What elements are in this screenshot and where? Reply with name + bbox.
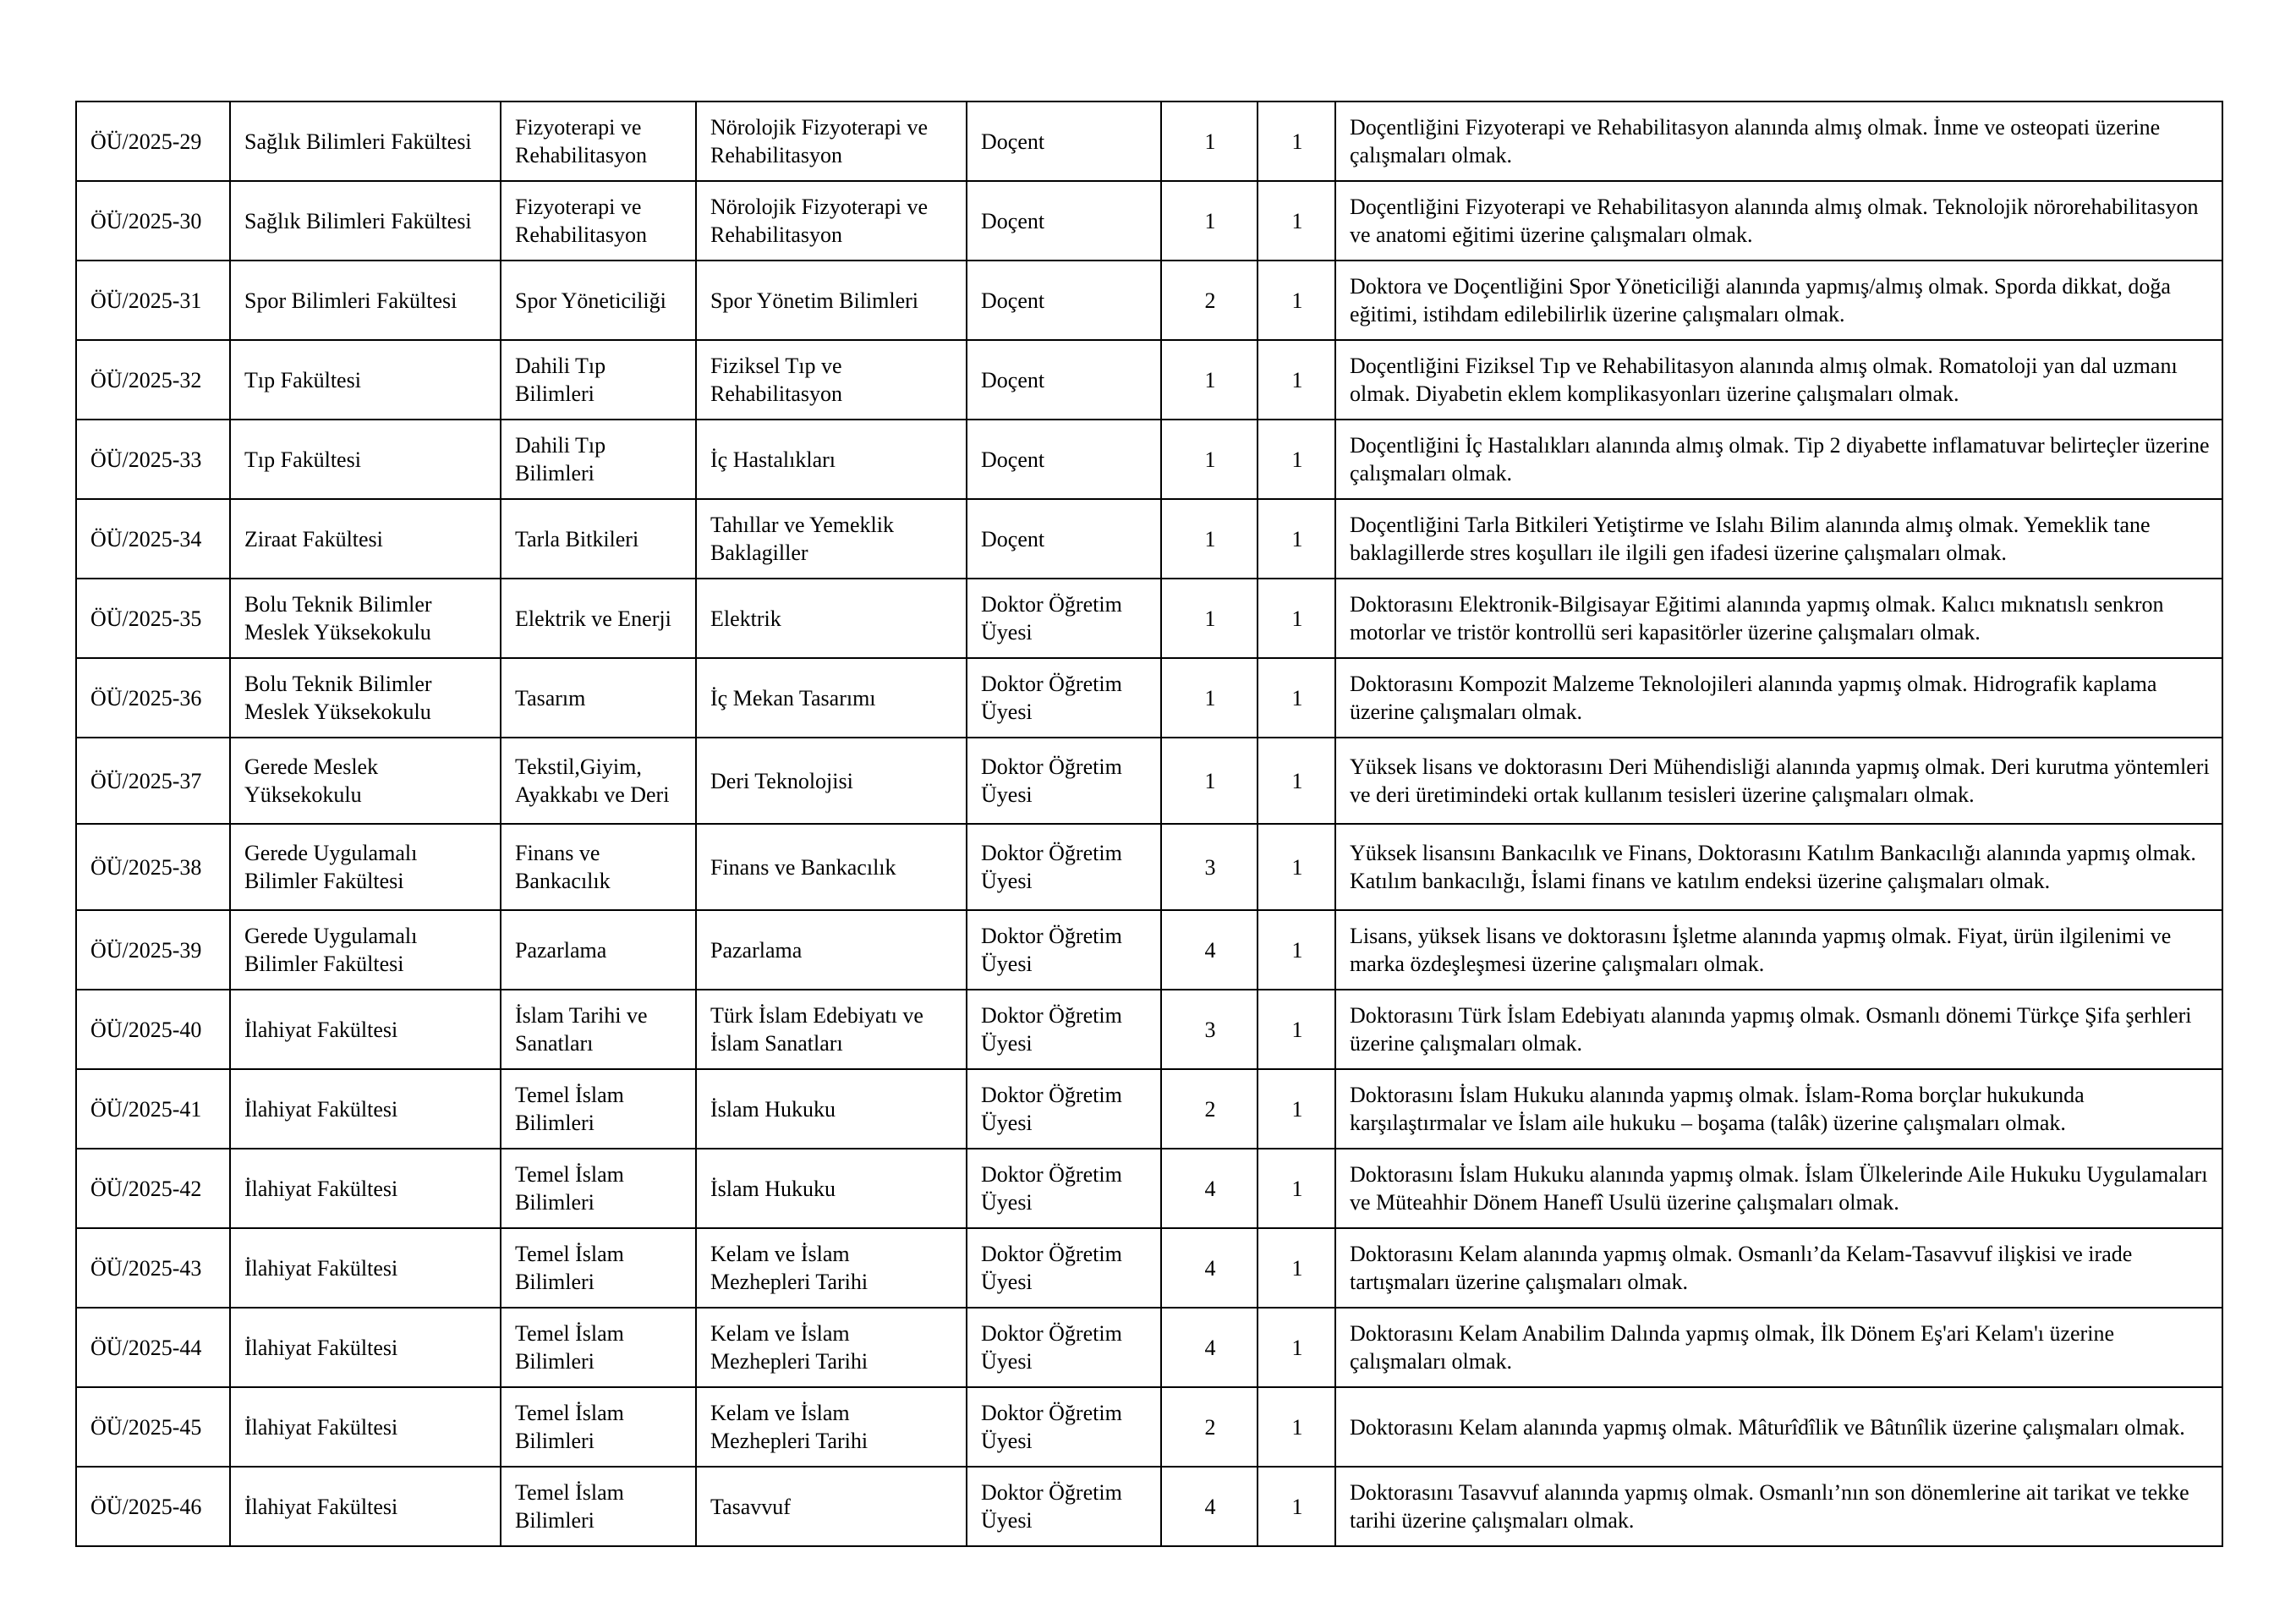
position-code: ÖÜ/2025-44 xyxy=(76,1308,230,1387)
unit-name: Gerede Uygulamalı Bilimler Fakültesi xyxy=(230,824,501,910)
program-name: Tahıllar ve Yemeklik Baklagiller xyxy=(696,499,967,579)
position-count: 1 xyxy=(1258,738,1335,824)
requirement-text: Lisans, yüksek lisans ve doktorasını İşletme alanında yapmış olmak. Fiyat, ürün ilgilenimi ve marka özdeşleşmesi üzerine çalışmaları olmak. xyxy=(1335,910,2222,990)
department-name: Temel İslam Bilimleri xyxy=(501,1387,696,1467)
unit-name: Bolu Teknik Bilimler Meslek Yüksekokulu xyxy=(230,579,501,658)
program-name: Kelam ve İslam Mezhepleri Tarihi xyxy=(696,1387,967,1467)
table-row xyxy=(76,910,2222,990)
position-count: 1 xyxy=(1258,1069,1335,1149)
unit-name: İlahiyat Fakültesi xyxy=(230,1069,501,1149)
academic-title: Doçent xyxy=(967,340,1161,420)
academic-title: Doktor Öğretim Üyesi xyxy=(967,1308,1161,1387)
unit-name: İlahiyat Fakültesi xyxy=(230,1308,501,1387)
position-count: 1 xyxy=(1258,1149,1335,1228)
department-name: Pazarlama xyxy=(501,910,696,990)
degree-value: 1 xyxy=(1161,181,1258,261)
table-row xyxy=(76,499,2222,579)
position-code: ÖÜ/2025-37 xyxy=(76,738,230,824)
degree-value: 1 xyxy=(1161,340,1258,420)
department-name: Spor Yöneticiliği xyxy=(501,261,696,340)
department-name: İslam Tarihi ve Sanatları xyxy=(501,990,696,1069)
academic-title: Doktor Öğretim Üyesi xyxy=(967,1149,1161,1228)
position-code: ÖÜ/2025-42 xyxy=(76,1149,230,1228)
program-name: Spor Yönetim Bilimleri xyxy=(696,261,967,340)
table-row xyxy=(76,1149,2222,1228)
academic-title: Doktor Öğretim Üyesi xyxy=(967,824,1161,910)
program-name: Kelam ve İslam Mezhepleri Tarihi xyxy=(696,1308,967,1387)
degree-value: 1 xyxy=(1161,499,1258,579)
requirement-text: Doktora ve Doçentliğini Spor Yöneticiliği alanında yapmış/almış olmak. Sporda dikkat, doğa eğitimi, istihdam edilebilirlik üzerine çalışmaları olmak. xyxy=(1335,261,2222,340)
unit-name: Gerede Meslek Yüksekokulu xyxy=(230,738,501,824)
position-count: 1 xyxy=(1258,1387,1335,1467)
table-row xyxy=(76,1228,2222,1308)
program-name: İslam Hukuku xyxy=(696,1149,967,1228)
academic-title: Doktor Öğretim Üyesi xyxy=(967,579,1161,658)
requirement-text: Doktorasını Elektronik-Bilgisayar Eğitimi alanında yapmış olmak. Kalıcı mıknatıslı senkron motorlar ve tristör kontrollü seri kapasitörler üzerine çalışmaları olmak. xyxy=(1335,579,2222,658)
program-name: Fiziksel Tıp ve Rehabilitasyon xyxy=(696,340,967,420)
requirement-text: Doçentliğini Fizyoterapi ve Rehabilitasyon alanında almış olmak. İnme ve osteopati üzerine çalışmaları olmak. xyxy=(1335,102,2222,181)
degree-value: 4 xyxy=(1161,1467,1258,1546)
position-count: 1 xyxy=(1258,824,1335,910)
program-name: Pazarlama xyxy=(696,910,967,990)
unit-name: Gerede Uygulamalı Bilimler Fakültesi xyxy=(230,910,501,990)
program-name: Tasavvuf xyxy=(696,1467,967,1546)
degree-value: 1 xyxy=(1161,102,1258,181)
department-name: Tekstil,Giyim, Ayakkabı ve Deri xyxy=(501,738,696,824)
requirement-text: Doktorasını Kelam alanında yapmış olmak. Osmanlı’da Kelam-Tasavvuf ilişkisi ve irade tartışmaları üzerine çalışmaları olmak. xyxy=(1335,1228,2222,1308)
table-row xyxy=(76,261,2222,340)
program-name: İç Hastalıkları xyxy=(696,420,967,499)
requirement-text: Doçentliğini İç Hastalıkları alanında almış olmak. Tip 2 diyabette inflamatuvar belirteçler üzerine çalışmaları olmak. xyxy=(1335,420,2222,499)
unit-name: Tıp Fakültesi xyxy=(230,340,501,420)
department-name: Fizyoterapi ve Rehabilitasyon xyxy=(501,102,696,181)
degree-value: 1 xyxy=(1161,738,1258,824)
department-name: Fizyoterapi ve Rehabilitasyon xyxy=(501,181,696,261)
degree-value: 3 xyxy=(1161,990,1258,1069)
degree-value: 3 xyxy=(1161,824,1258,910)
position-code: ÖÜ/2025-34 xyxy=(76,499,230,579)
unit-name: Spor Bilimleri Fakültesi xyxy=(230,261,501,340)
position-count: 1 xyxy=(1258,1467,1335,1546)
program-name: Nörolojik Fizyoterapi ve Rehabilitasyon xyxy=(696,102,967,181)
academic-title: Doktor Öğretim Üyesi xyxy=(967,658,1161,738)
program-name: İç Mekan Tasarımı xyxy=(696,658,967,738)
degree-value: 1 xyxy=(1161,579,1258,658)
table-row xyxy=(76,658,2222,738)
unit-name: Tıp Fakültesi xyxy=(230,420,501,499)
position-code: ÖÜ/2025-31 xyxy=(76,261,230,340)
position-count: 1 xyxy=(1258,658,1335,738)
table-body xyxy=(76,102,2222,1546)
degree-value: 2 xyxy=(1161,261,1258,340)
academic-title: Doçent xyxy=(967,261,1161,340)
department-name: Temel İslam Bilimleri xyxy=(501,1467,696,1546)
position-count: 1 xyxy=(1258,990,1335,1069)
department-name: Temel İslam Bilimleri xyxy=(501,1069,696,1149)
requirement-text: Doktorasını İslam Hukuku alanında yapmış olmak. İslam-Roma borçlar hukukunda karşılaştırmalar ve İslam aile hukuku – boşama (talâk) üzerine çalışmaları olmak. xyxy=(1335,1069,2222,1149)
positions-table xyxy=(75,101,2223,1547)
unit-name: Sağlık Bilimleri Fakültesi xyxy=(230,102,501,181)
position-code: ÖÜ/2025-39 xyxy=(76,910,230,990)
academic-title: Doktor Öğretim Üyesi xyxy=(967,738,1161,824)
requirement-text: Yüksek lisansını Bankacılık ve Finans, Doktorasını Katılım Bankacılığı alanında yapmış olmak. Katılım bankacılığı, İslami finans ve katılım endeksi üzerine çalışmaları olmak. xyxy=(1335,824,2222,910)
position-count: 1 xyxy=(1258,102,1335,181)
table-row xyxy=(76,824,2222,910)
unit-name: Ziraat Fakültesi xyxy=(230,499,501,579)
unit-name: Sağlık Bilimleri Fakültesi xyxy=(230,181,501,261)
table-row xyxy=(76,1387,2222,1467)
academic-title: Doçent xyxy=(967,102,1161,181)
table-row xyxy=(76,579,2222,658)
position-count: 1 xyxy=(1258,261,1335,340)
position-count: 1 xyxy=(1258,910,1335,990)
table-row xyxy=(76,181,2222,261)
academic-title: Doçent xyxy=(967,420,1161,499)
requirement-text: Doktorasını Kompozit Malzeme Teknolojileri alanında yapmış olmak. Hidrografik kaplama üzerine çalışmaları olmak. xyxy=(1335,658,2222,738)
degree-value: 1 xyxy=(1161,420,1258,499)
unit-name: İlahiyat Fakültesi xyxy=(230,990,501,1069)
program-name: Türk İslam Edebiyatı ve İslam Sanatları xyxy=(696,990,967,1069)
table-row xyxy=(76,102,2222,181)
department-name: Finans ve Bankacılık xyxy=(501,824,696,910)
academic-title: Doktor Öğretim Üyesi xyxy=(967,990,1161,1069)
program-name: İslam Hukuku xyxy=(696,1069,967,1149)
requirement-text: Doktorasını Kelam Anabilim Dalında yapmış olmak, İlk Dönem Eş'ari Kelam'ı üzerine çalışmaları olmak. xyxy=(1335,1308,2222,1387)
requirement-text: Doktorasını Tasavvuf alanında yapmış olmak. Osmanlı’nın son dönemlerine ait tarikat ve tekke tarihi üzerine çalışmaları olmak. xyxy=(1335,1467,2222,1546)
requirement-text: Doçentliğini Tarla Bitkileri Yetiştirme ve Islahı Bilim alanında almış olmak. Yemeklik tane baklagillerde stres koşulları ile ilgili gen ifadesi üzerine çalışmaları olmak. xyxy=(1335,499,2222,579)
department-name: Tarla Bitkileri xyxy=(501,499,696,579)
table-row xyxy=(76,1467,2222,1546)
position-code: ÖÜ/2025-32 xyxy=(76,340,230,420)
department-name: Temel İslam Bilimleri xyxy=(501,1228,696,1308)
position-code: ÖÜ/2025-36 xyxy=(76,658,230,738)
position-code: ÖÜ/2025-38 xyxy=(76,824,230,910)
program-name: Finans ve Bankacılık xyxy=(696,824,967,910)
academic-title: Doçent xyxy=(967,181,1161,261)
position-count: 1 xyxy=(1258,1228,1335,1308)
position-code: ÖÜ/2025-43 xyxy=(76,1228,230,1308)
position-code: ÖÜ/2025-46 xyxy=(76,1467,230,1546)
position-code: ÖÜ/2025-35 xyxy=(76,579,230,658)
position-count: 1 xyxy=(1258,420,1335,499)
department-name: Tasarım xyxy=(501,658,696,738)
position-count: 1 xyxy=(1258,1308,1335,1387)
academic-title: Doktor Öğretim Üyesi xyxy=(967,1069,1161,1149)
degree-value: 4 xyxy=(1161,910,1258,990)
position-code: ÖÜ/2025-30 xyxy=(76,181,230,261)
requirement-text: Doktorasını Türk İslam Edebiyatı alanında yapmış olmak. Osmanlı dönemi Türkçe Şifa şerhleri üzerine çalışmaları olmak. xyxy=(1335,990,2222,1069)
position-code: ÖÜ/2025-40 xyxy=(76,990,230,1069)
program-name: Elektrik xyxy=(696,579,967,658)
degree-value: 4 xyxy=(1161,1149,1258,1228)
unit-name: İlahiyat Fakültesi xyxy=(230,1149,501,1228)
department-name: Elektrik ve Enerji xyxy=(501,579,696,658)
degree-value: 1 xyxy=(1161,658,1258,738)
degree-value: 4 xyxy=(1161,1228,1258,1308)
position-count: 1 xyxy=(1258,579,1335,658)
academic-title: Doktor Öğretim Üyesi xyxy=(967,910,1161,990)
table-row xyxy=(76,340,2222,420)
table-row xyxy=(76,420,2222,499)
position-code: ÖÜ/2025-29 xyxy=(76,102,230,181)
requirement-text: Doktorasını Kelam alanında yapmış olmak. Mâturîdîlik ve Bâtınîlik üzerine çalışmaları olmak. xyxy=(1335,1387,2222,1467)
academic-title: Doktor Öğretim Üyesi xyxy=(967,1387,1161,1467)
degree-value: 2 xyxy=(1161,1387,1258,1467)
table-row xyxy=(76,1308,2222,1387)
academic-title: Doktor Öğretim Üyesi xyxy=(967,1228,1161,1308)
academic-title: Doktor Öğretim Üyesi xyxy=(967,1467,1161,1546)
table-row xyxy=(76,738,2222,824)
position-count: 1 xyxy=(1258,340,1335,420)
program-name: Kelam ve İslam Mezhepleri Tarihi xyxy=(696,1228,967,1308)
table-row xyxy=(76,1069,2222,1149)
requirement-text: Yüksek lisans ve doktorasını Deri Mühendisliği alanında yapmış olmak. Deri kurutma yöntemleri ve deri üretimindeki ortak kullanım tesisleri üzerine çalışmaları olmak. xyxy=(1335,738,2222,824)
program-name: Deri Teknolojisi xyxy=(696,738,967,824)
program-name: Nörolojik Fizyoterapi ve Rehabilitasyon xyxy=(696,181,967,261)
department-name: Temel İslam Bilimleri xyxy=(501,1149,696,1228)
position-count: 1 xyxy=(1258,499,1335,579)
position-code: ÖÜ/2025-33 xyxy=(76,420,230,499)
unit-name: Bolu Teknik Bilimler Meslek Yüksekokulu xyxy=(230,658,501,738)
department-name: Temel İslam Bilimleri xyxy=(501,1308,696,1387)
position-code: ÖÜ/2025-45 xyxy=(76,1387,230,1467)
position-count: 1 xyxy=(1258,181,1335,261)
position-code: ÖÜ/2025-41 xyxy=(76,1069,230,1149)
department-name: Dahili Tıp Bilimleri xyxy=(501,420,696,499)
unit-name: İlahiyat Fakültesi xyxy=(230,1467,501,1546)
requirement-text: Doçentliğini Fiziksel Tıp ve Rehabilitasyon alanında almış olmak. Romatoloji yan dal uzmanı olmak. Diyabetin eklem komplikasyonları üzerine çalışmaları olmak. xyxy=(1335,340,2222,420)
requirement-text: Doçentliğini Fizyoterapi ve Rehabilitasyon alanında almış olmak. Teknolojik nörorehabilitasyon ve anatomi eğitimi üzerine çalışmaları olmak. xyxy=(1335,181,2222,261)
unit-name: İlahiyat Fakültesi xyxy=(230,1387,501,1467)
requirement-text: Doktorasını İslam Hukuku alanında yapmış olmak. İslam Ülkelerinde Aile Hukuku Uygulamaları ve Müteahhir Dönem Hanefî Usulü üzerine çalışmaları olmak. xyxy=(1335,1149,2222,1228)
unit-name: İlahiyat Fakültesi xyxy=(230,1228,501,1308)
degree-value: 4 xyxy=(1161,1308,1258,1387)
department-name: Dahili Tıp Bilimleri xyxy=(501,340,696,420)
degree-value: 2 xyxy=(1161,1069,1258,1149)
table-row xyxy=(76,990,2222,1069)
academic-title: Doçent xyxy=(967,499,1161,579)
